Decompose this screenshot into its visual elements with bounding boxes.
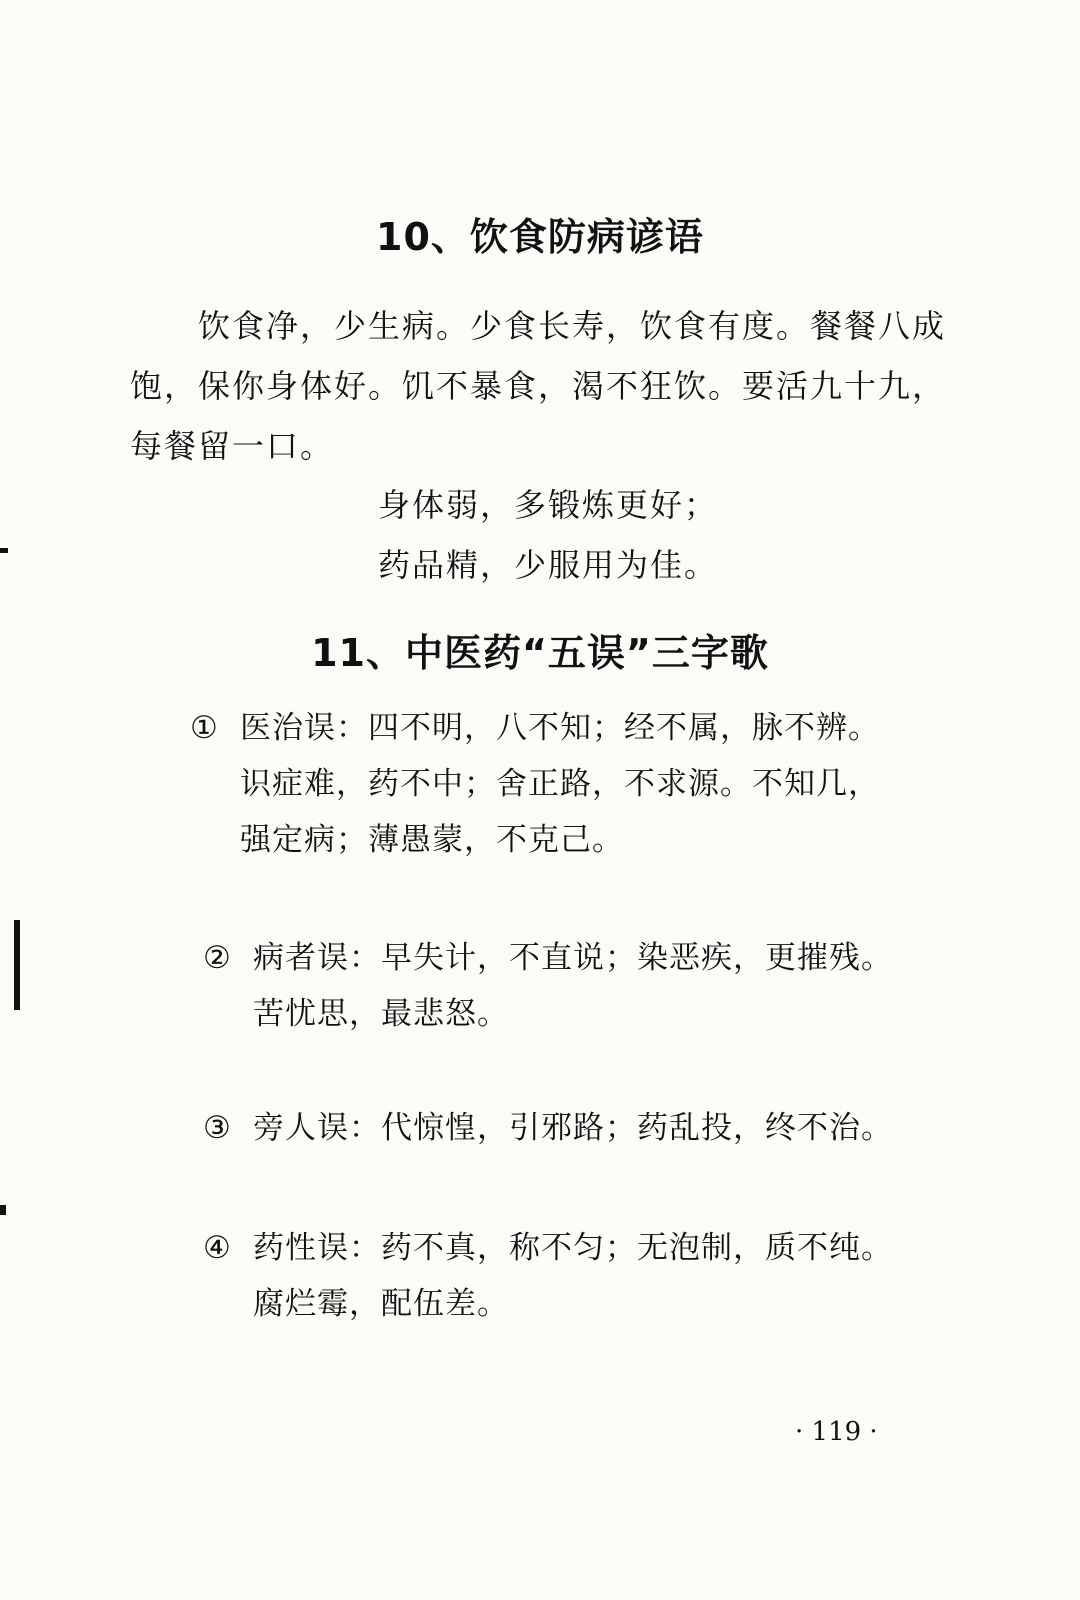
item-number: ④ bbox=[203, 1230, 232, 1266]
couplet-line-2: 药品精，少服用为佳。 bbox=[378, 546, 719, 584]
item-line: 识症难，药不中；舍正路，不求源。不知几， bbox=[240, 766, 880, 802]
item-line: 医治误：四不明，八不知；经不属，脉不辨。 bbox=[240, 710, 880, 746]
section-10-paragraph: 饮食净，少生病。少食长寿，饮食有度。餐餐八成饱，保你身体好。饥不暴食，渴不狂饮。要活九十九，每餐留一口。 bbox=[130, 307, 947, 465]
item-line: 苦忧思，最悲怒。 bbox=[253, 996, 509, 1032]
section-11-title: 11、中医药“五误”三字歌 bbox=[311, 631, 769, 675]
scan-edge-mark bbox=[0, 548, 8, 553]
page-number: · 119 · bbox=[795, 1417, 878, 1447]
item-line: 腐烂霉，配伍差。 bbox=[253, 1286, 509, 1322]
scan-edge-mark bbox=[0, 1205, 6, 1215]
couplet-line-1: 身体弱，多锻炼更好； bbox=[378, 486, 719, 524]
item-number: ① bbox=[190, 710, 219, 746]
item-line: 药性误：药不真，称不匀；无泡制，质不纯。 bbox=[253, 1230, 893, 1266]
item-line: 旁人误：代惊惶，引邪路；药乱投，终不治。 bbox=[253, 1110, 893, 1146]
item-number: ③ bbox=[203, 1110, 232, 1146]
section-10-title: 10、饮食防病谚语 bbox=[376, 215, 704, 259]
item-line: 病者误：早失计，不直说；染恶疾，更摧残。 bbox=[253, 940, 893, 976]
scan-edge-mark bbox=[14, 920, 20, 1010]
item-number: ② bbox=[203, 940, 232, 976]
item-line: 强定病；薄愚蒙，不克己。 bbox=[240, 822, 624, 858]
